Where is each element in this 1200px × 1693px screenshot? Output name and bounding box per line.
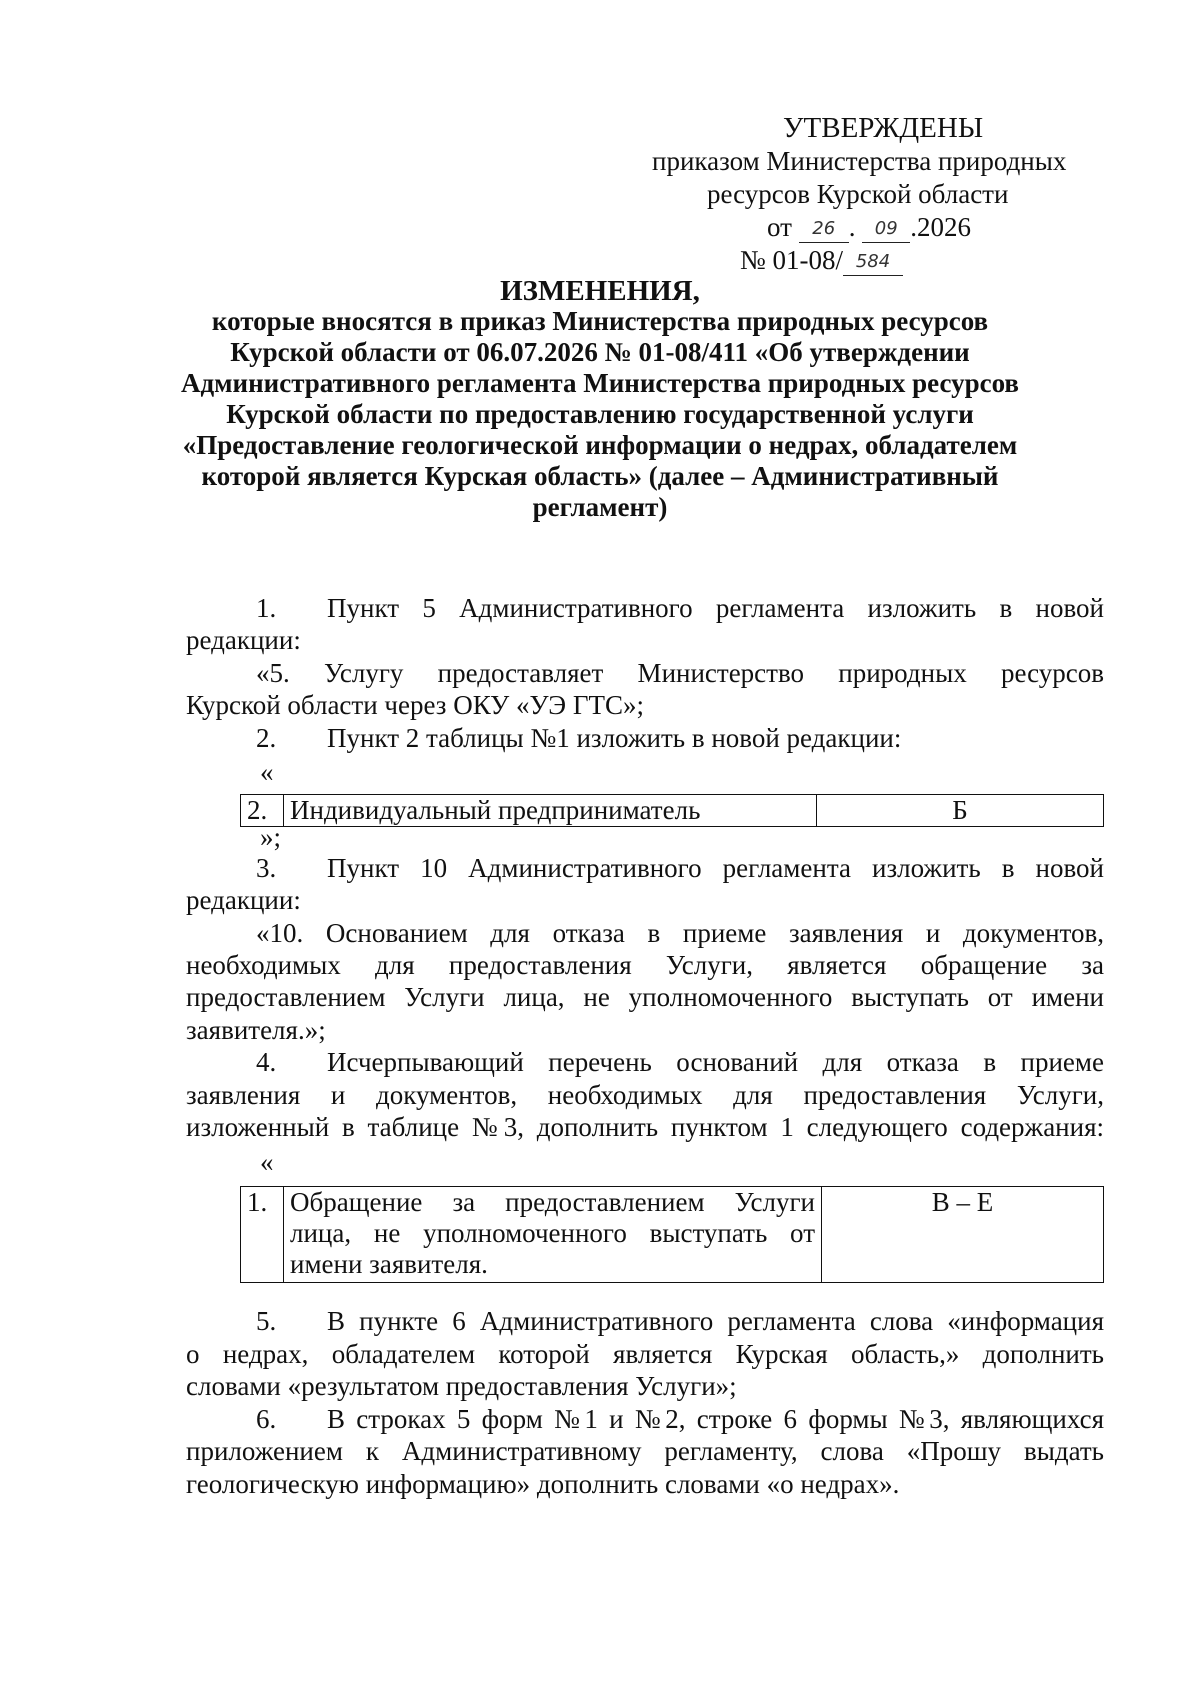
subtitle-line: «Предоставление геологической информации о недрах, обладателем <box>182 430 1018 460</box>
approval-title: УТВЕРЖДЕНЫ <box>783 112 984 144</box>
handwritten-number: 584 <box>843 249 903 276</box>
item-2 <box>186 723 1104 754</box>
table-cell-text <box>284 1187 822 1283</box>
item-1 <box>186 593 1104 624</box>
item-text: В пункте 6 Административного регламента слова «информация <box>327 1306 1104 1336</box>
table-row <box>241 795 1104 827</box>
quote-line: заявителя.»; <box>186 1015 326 1045</box>
subtitle-line: Курской области по предоставлению государственной услуги <box>226 399 974 429</box>
cell-text-line: имени заявителя. <box>290 1249 488 1279</box>
date-separator: . <box>848 212 856 242</box>
item-number: 6. <box>256 1404 277 1434</box>
item-text-line: о недрах, обладателем которой является Курская область,» дополнить <box>186 1339 1104 1369</box>
table-cell-number: 1. <box>241 1187 284 1283</box>
item-text-line: заявления и документов, необходимых для предоставления Услуги, <box>186 1080 1104 1110</box>
table-cell-name: Индивидуальный предприниматель <box>284 795 817 827</box>
item-number: 3. <box>256 853 277 883</box>
close-quote: »; <box>260 822 282 852</box>
subtitle-line: Административного регламента Министерства природных ресурсов <box>181 368 1019 398</box>
item-text-line: геологическую информацию» дополнить словами «о недрах». <box>186 1469 900 1499</box>
item-text-line: приложением к Административному регламенту, слова «Прошу выдать <box>186 1436 1104 1466</box>
item-text-line: редакции: <box>186 885 301 915</box>
item-text-line: изложенный в таблице №3, дополнить пунктом 1 следующего содержания: <box>186 1112 1104 1142</box>
item-3 <box>186 853 1104 884</box>
item-5 <box>186 1306 1104 1337</box>
quote-line: предоставлением Услуги лица, не уполномоченного выступать от имени <box>186 982 1104 1012</box>
document-subtitle <box>150 306 1050 523</box>
item-4 <box>186 1047 1104 1078</box>
subtitle-line: Курской области от 06.07.2026 № 01-08/411 «Об утверждении <box>230 337 970 367</box>
table-cell-code: Б <box>817 795 1104 827</box>
table-3-row-1 <box>240 1186 1104 1283</box>
table-cell-number: 2. <box>241 795 284 827</box>
document-title: ИЗМЕНЕНИЯ, <box>500 275 700 307</box>
date-year: .2026 <box>910 212 971 242</box>
item-6 <box>186 1404 1104 1435</box>
open-quote: « <box>260 757 274 787</box>
date-prefix: от <box>767 212 792 242</box>
item-text: Пункт 5 Административного регламента изложить в новой <box>327 593 1104 623</box>
open-quote: « <box>260 1147 274 1177</box>
item-text: Исчерпывающий перечень оснований для отказа в приеме <box>327 1047 1104 1077</box>
item-number: 4. <box>256 1047 277 1077</box>
approval-date <box>767 211 971 244</box>
item-number: 2. <box>256 723 277 753</box>
quote-line: необходимых для предоставления Услуги, является обращение за <box>186 950 1104 980</box>
approval-number <box>740 244 903 277</box>
quote-line: Курской области через ОКУ «УЭ ГТС»; <box>186 690 644 720</box>
item-text: Пункт 2 таблицы №1 изложить в новой редакции: <box>327 723 902 753</box>
table-cell-code: В – Е <box>822 1187 1104 1283</box>
approval-line: ресурсов Курской области <box>707 179 1009 209</box>
item-text-line: редакции: <box>186 625 301 655</box>
item-number: 1. <box>256 593 277 623</box>
subtitle-line: которые вносятся в приказ Министерства природных ресурсов <box>211 306 989 336</box>
handwritten-month: 09 <box>862 216 910 243</box>
cell-text-line: лица, не уполномоченного выступать от <box>290 1218 815 1248</box>
item-text: Пункт 10 Административного регламента изложить в новой <box>327 853 1104 883</box>
item-text: В строках 5 форм №1 и №2, строке 6 формы №3, являющихся <box>327 1404 1104 1434</box>
cell-text-line: Обращение за предоставлением Услуги <box>290 1187 815 1217</box>
number-prefix: № 01-08/ <box>740 245 844 275</box>
quote-line: «10. Основанием для отказа в приеме заявления и документов, <box>256 918 1104 948</box>
subtitle-line: которой является Курская область» (далее – Административный <box>201 461 999 491</box>
approval-line: приказом Министерства природных <box>652 146 1067 176</box>
table-row <box>241 1187 1104 1283</box>
subtitle-line: регламент) <box>532 492 668 522</box>
handwritten-day: 26 <box>799 216 849 243</box>
item-number: 5. <box>256 1306 277 1336</box>
quote-line: «5. Услугу предоставляет Министерство природных ресурсов <box>256 658 1104 688</box>
table-1-row-2 <box>240 794 1104 827</box>
item-text-line: словами «результатом предоставления Услуги»; <box>186 1371 737 1401</box>
